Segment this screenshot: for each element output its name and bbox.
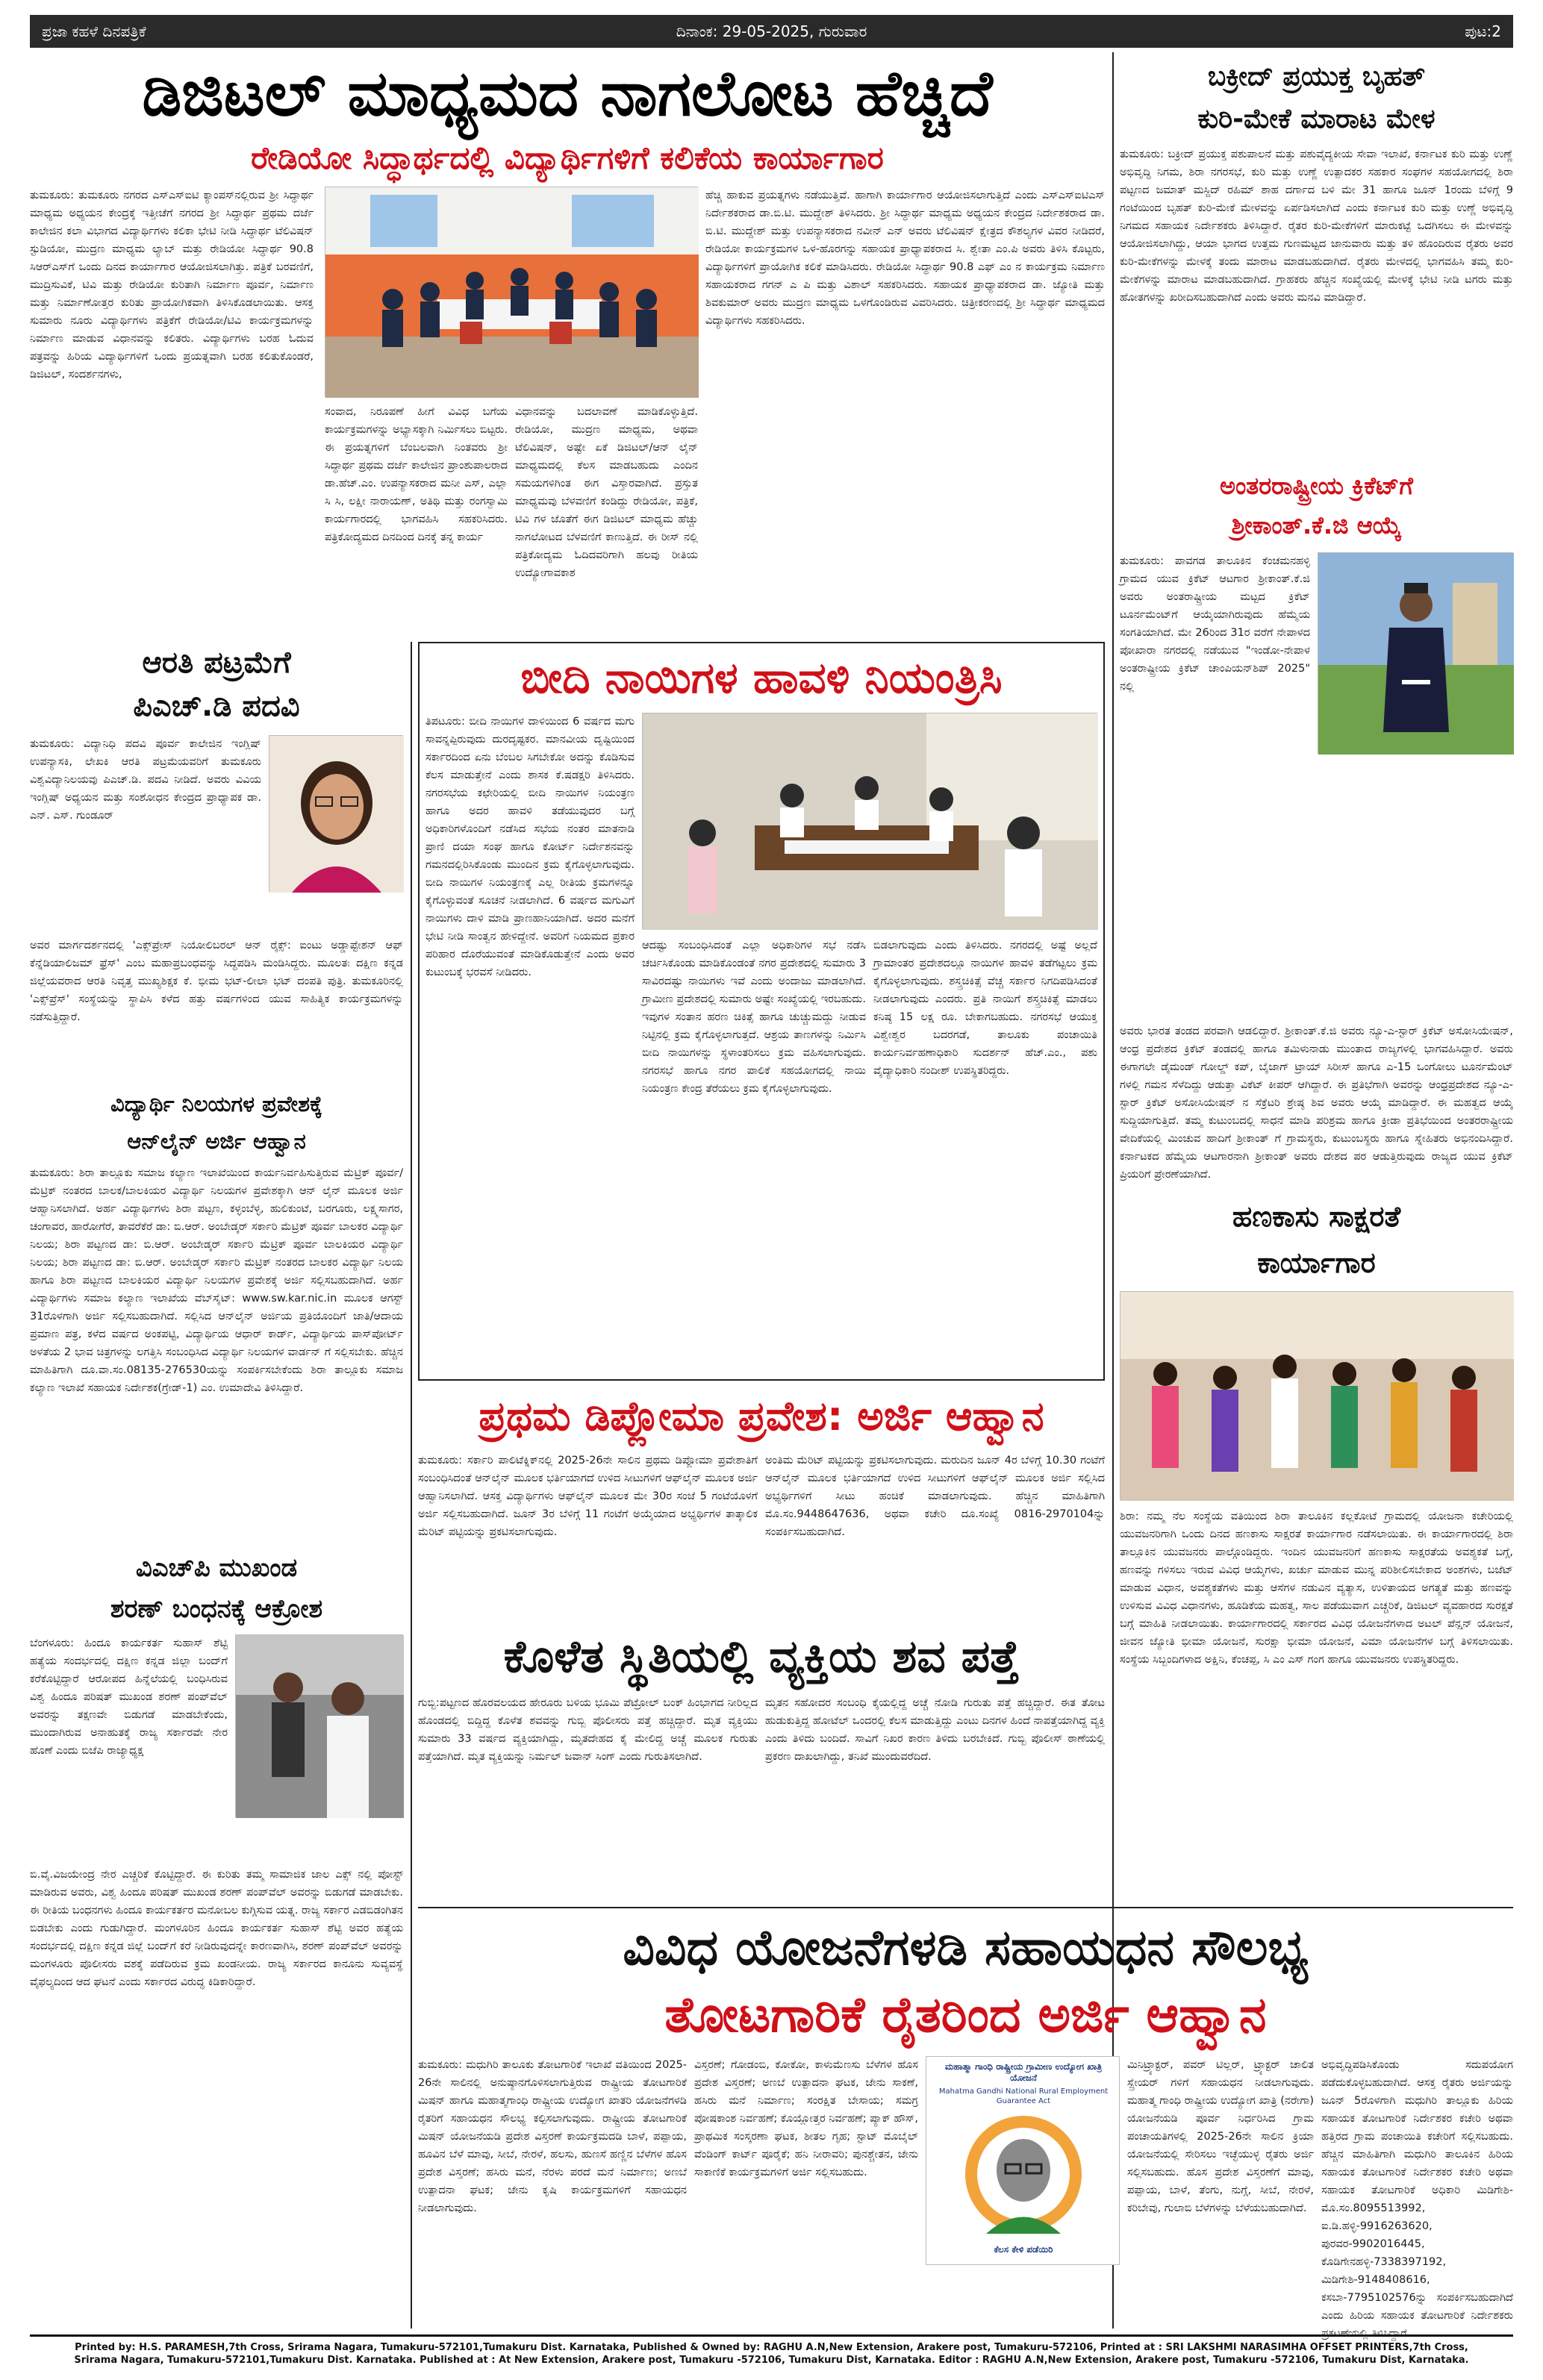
diploma-col1: ತುಮಕೂರು: ಸರ್ಕಾರಿ ಪಾಲಿಟೆಕ್ನಿಕ್‌ನಲ್ಲಿ 2025-26ನೇ ಸಾಲಿನ ಪ್ರಥಮ ಡಿಪ್ಲೋಮಾ ಪ್ರವೇಶಾತಿಗೆ ಸಂಬಂಧಿಸಿದಂತೆ ಆನ್‌ಲೈನ್ ಮೂಲಕ ಭರ್ತಿಯಾಗದೆ ಉಳಿದ ಸೀಟುಗಳಿಗೆ ಆಫ್‌ಲೈನ್ ಮೂಲಕ ಅರ್ಜಿ ಆಹ್ವಾನಿಸಲಾಗಿದೆ. ಆಸಕ್ತ ವಿದ್ಯಾರ್ಥಿಗಳು ಆಫ್‌ಲೈನ್ ಮೂಲಕ ಮೇ 30ರ ಸಂಜೆ 5 ಗಂಟೆಯೊಳಗೆ ಅರ್ಜಿ ಸಲ್ಲಿಸಬಹುದಾಗಿದೆ. ಜೂನ್ 3ರ ಬೆಳಿಗ್ಗೆ 11 ಗಂಟೆಗೆ ಅಯ್ಕೆಯಾದ ಅಭ್ಯರ್ಥಿಗಳ ತಾತ್ಕಾಲಿಕ ಮೆರಿಟ್ ಪಟ್ಟಿಯನ್ನು ಪ್ರಕಟಿಸಲಾಗುವುದು.	[418, 1455, 758, 1538]
dogs-col1: ತಿಪಟೂರು: ಬೀದಿ ನಾಯಿಗಳ ದಾಳಿಯಿಂದ 6 ವರ್ಷದ ಮಗು ಸಾವನ್ನಪ್ಪಿರುವುದು ದುರದೃಷ್ಟಕರ. ಮಾನವೀಯ ದೃಷ್ಟಿಯಿಂದ ಸರ್ಕಾರದಿಂದ ಏನು ಬೆಂಬಲ ಸಿಗಬೇಕೋ ಅದನ್ನು ಕೊಡಿಸುವ ಕೆಲಸ ಮಾಡುತ್ತೇನೆ ಎಂದು ಶಾಸಕ ಕೆ.ಷಡಕ್ಷರಿ ತಿಳಿಸಿದರು. ನಗರಸಭೆಯ ಕಛೇರಿಯಲ್ಲಿ ಬೀದಿ ನಾಯಿಗಳ ನಿಯಂತ್ರಣ ಹಾಗೂ ಅದರ ಹಾವಳಿ ತಡೆಯುವುದರ ಬಗ್ಗೆ ಅಧಿಕಾರಿಗಳೊಂದಿಗೆ ನಡೆಸಿದ ಸಭೆಯ ನಂತರ ಮಾತನಾಡಿ ಪ್ರಾಣಿ ದಯಾ ಸಂಘ ಹಾಗೂ ಕೋರ್ಟ್ ನಿರ್ದೇಶನವನ್ನು ಗಮನದಲ್ಲಿರಿಸಿಕೊಂಡು ಮುಂದಿನ ಕ್ರಮ ಕೈಗೊಳ್ಳಲಾಗುವುದು. ಬೀದಿ ನಾಯಿಗಳ ನಿಯಂತ್ರಣಕ್ಕೆ ಎಲ್ಲ ರೀತಿಯ ಕ್ರಮಗಳನ್ನೂ ಕೈಗೊಳ್ಳುವಂತೆ ಸೂಚನೆ ನೀಡಲಾಗಿದೆ. 6 ವರ್ಷದ ಮಗುವಿಗೆ ನಾಯಿಗಳು ದಾಳಿ ಮಾಡಿ ಪ್ರಾಣಹಾನಿಯಾಗಿದೆ. ಅದರ ಮನೆಗೆ ಭೇಟಿ ನೀಡಿ ಸಾಂತ್ವನ ಹೇಳಿದ್ದೇನೆ. ಅವರಿಗೆ ನಿಯಮದ ಪ್ರಕಾರ ಪರಿಹಾರ ದೊರೆಯುವಂತೆ ಮಾಡಿಕೊಡುತ್ತೇನೆ ಎಂದು ಅವರ ಕುಟುಂಬಕ್ಕೆ ಭರವಸೆ ನೀಡಿದರು.	[426, 716, 635, 978]
dogs-col3: ಬಿಡಲಾಗುವುದು ಎಂದು ತಿಳಿಸಿದರು. ನಗರದಲ್ಲಿ ಅಷ್ಟೆ ಅಲ್ಲದೆ ಗ್ರಾಮಾಂತರ ಪ್ರದೇಶದಲ್ಲೂ ನಾಯಿಗಳ ಹಾವಳಿ ತಡೆಗಟ್ಟಲು ಕ್ರಮ ಕೈಗೊಳ್ಳಲಾಗುವುದು. ಶಸ್ತ್ರಚಿಕಿತ್ಸೆ ವೆಚ್ಚ ಸರ್ಕಾರ ನಿಗದಿಪಡಿಸಿದಂತೆ ನೀಡಲಾಗುವುದು ಎಂದರು. ಪ್ರತಿ ನಾಯಿಗೆ ಶಸ್ತ್ರಚಿಕಿತ್ಸೆ ಮಾಡಲು ಕನಿಷ್ಠ 15 ಲಕ್ಷ ರೂ. ಬೇಕಾಗಬಹುದು. ನಗರಸಭೆ ಆಯುಕ್ತ ವಿಶ್ವೇಶ್ವರ ಬದರಗಡೆ, ತಾಲೂಕು ಪಂಚಾಯಿತಿ ಕಾರ್ಯನಿರ್ವಹಣಾಧಿಕಾರಿ ಸುದರ್ಶನ್ ಹೆಚ್.ಎಂ., ಪಶು ವೈದ್ಯಾಧಿಕಾರಿ ನಂದೀಶ್ ಉಪಸ್ಥಿತರಿದ್ದರು.	[873, 940, 1097, 1077]
phd-headline-1: ಆರತಿ ಪಟ್ರಮೆಗೆ	[142, 646, 291, 680]
cricket-body-full: ಅವರು ಭಾರತ ತಂಡದ ಪರವಾಗಿ ಆಡಲಿದ್ದಾರೆ. ಶ್ರೀಕಾಂತ್.ಕೆ.ಜಿ ಅವರು ನ್ಯೂ-ಎ-ಸ್ಟಾರ್ ಕ್ರಿಕೆಟ್ ಅಸೋಸಿಯೇಷನ್, ಆಂಧ್ರ ಪ್ರದೇಶದ ಕ್ರಿಕೆಟ್ ತಂಡದಲ್ಲಿ ಹಾಗೂ ತಮಿಳುನಾಡು ಮುಂತಾದ ರಾಜ್ಯಗಳಲ್ಲಿ ಭಾಗವಹಿಸಿದ್ದಾರೆ. ಅವರು ಈಗಾಗಲೇ ಡೈಮಂಡ್ ಗೋಲ್ಡ್ ಕಪ್, ಬೈಜಾಗ್ ಟ್ರಾಯ್ ಸಿರೀಸ್ ಹಾಗೂ ಎ-15 ಒಂಗೋಲು ಟೂರ್ನಮೆಂಟ್ ಗಳಲ್ಲಿ ಗಮನ ಸೆಳೆದಿದ್ದು ಆಡುತ್ತಾ ವಿಕೆಟ್ ಕೀಪರ್ ಆಗಿದ್ದಾರೆ. ಈ ಪ್ರತಿಭೆಗಾಗಿ ಅವರನ್ನು ಆಂಧ್ರಪ್ರದೇಶದ ನ್ಯೂ-ಎ-ಸ್ಟಾರ್ ಕ್ರಿಕೆಟ್ ಅಸೋಸಿಯೇಷನ್ ನ ಸೆಕ್ರೆಟರಿ ಶ್ರೇಷ್ಠ ಶಿವ ಅವರು ಆಯ್ಕೆ ಮಾಡಿದ್ದಾರೆ. ಈ ಮಹತ್ವದ ಆಯ್ಕೆ ಸುದ್ದಿಯಾಗುತ್ತಿದೆ. ತಮ್ಮ ಕುಟುಂಬದಲ್ಲಿ ಸಾಧನೆ ಮಾಡಿ ಪರಿಶ್ರಮ ಹಾಗೂ ಕ್ರೀಡಾ ಪ್ರತಿಭೆಯಿಂದ ಅಂತರರಾಷ್ಟ್ರೀಯ ವೇದಿಕೆಯಲ್ಲಿ ಮಿಂಚುವ ಹಾದಿಗೆ ಶ್ರೀಕಾಂತ್ ಗೆ ಗ್ರಾಮಸ್ಥರು, ಕುಟುಂಬಸ್ಥರು ಹಾಗೂ ಸ್ನೇಹಿತರು ಅಭಿನಂದಿಸಿದ್ದಾರೆ. ಕರ್ನಾಟಕದ ಹೆಮ್ಮೆಯ ಆಟಗಾರನಾಗಿ ಶ್ರೀಕಾಂತ್ ಅವರು ದೇಶದ ಪರ ಆಡುತ್ತಿರುವುದು ರಾಜ್ಯದ ಯುವ ಕ್ರಿಕೆಟ್ ಪ್ರಿಯರಿಗೆ ಪ್ರೇರಣೆಯಾಗಿದೆ.	[1120, 1025, 1513, 1181]
masthead-bar	[30, 15, 1513, 48]
issue-date: ದಿನಾಂಕ: 29-05-2025, ಗುರುವಾರ	[676, 22, 867, 40]
newspaper-name: ಪ್ರಜಾ ಕಹಳೆ ದಿನಪತ್ರಿಕೆ	[42, 22, 146, 40]
horti-col4: ಅಭಿವೃದ್ಧಿಪಡಿಸಿಕೊಂಡು ಸದುಪಯೋಗ ಪಡೆದುಕೊಳ್ಳಬಹುದಾಗಿದೆ. ಆಸಕ್ತ ರೈತರು ಅರ್ಜಿಯನ್ನು ಜೂನ್ 5ರೊಳಗಾಗಿ ಮಧುಗಿರಿ ತಾಲ್ಲೂಕು ಹಿರಿಯ ಸಹಾಯಕ ತೋಟಗಾರಿಕೆ ನಿರ್ದೇಶಕರ ಕಚೇರಿ ಅಥವಾ ಹತ್ತಿರದ ಗ್ರಾಮ ಪಂಚಾಯಿತಿ ಕಚೇರಿಗೆ ಸಲ್ಲಿಸಬಹುದು. ಹೆಚ್ಚಿನ ಮಾಹಿತಿಗಾಗಿ ಮಧುಗಿರಿ ತಾಲೂಕಿನ ಹಿರಿಯ ಸಹಾಯಕ ತೋಟಗಾರಿಕೆ ನಿರ್ದೇಶಕರ ಕಚೇರಿ ಅಥವಾ ಸಹಾಯಕ ತೋಟಗಾರಿಕೆ ಅಧಿಕಾರಿ ಮಿಡಿಗೇಶಿ-ಮೊ.ಸಂ.8095513992, ಐ.ಡಿ.ಹಳ್ಳಿ-9916263620, ಪುರವರ-9902016445, ಕೊಡಿಗೇನಹಳ್ಳಿ-7338397192, ಮಿಡಿಗೇಶಿ-9148408616, ಕಸಬಾ-7795102576ನ್ನು ಸಂಪರ್ಕಿಸಬಹುದಾಗಿದೆ ಎಂದು ಹಿರಿಯ ಸಹಾಯಕ ತೋಟಗಾರಿಕೆ ನಿರ್ದೇಶಕರು ಪ್ರಕಟಣೆಯಲ್ಲಿ ತಿಳಿಸಿದ್ದಾರೆ.	[1321, 2059, 1513, 2340]
bakrid-headline-1: ಬಕ್ರೀದ್ ಪ್ರಯುಕ್ತ ಬೃಹತ್	[1207, 61, 1426, 92]
cricket-headline-1: ಅಂತರರಾಷ್ಟ್ರೀಯ ಕ್ರಿಕೆಟ್‌ಗೆ	[1220, 472, 1413, 500]
phd-body-left: ತುಮಕೂರು: ವಿದ್ಯಾನಿಧಿ ಪದವಿ ಪೂರ್ವ ಕಾಲೇಜಿನ ಇಂಗ್ಲಿಷ್ ಉಪನ್ಯಾಸಕಿ, ಲೇಖಕಿ ಆರತಿ ಪಟ್ರಮೆಯವರಿಗೆ ತುಮಕೂರು ವಿಶ್ವವಿದ್ಯಾನಿಲಯವು ಪಿಎಚ್.ಡಿ. ಪದವಿ ನೀಡಿದೆ. ಅವರು ವಿವಿಯ ಇಂಗ್ಲಿಷ್ ಅಧ್ಯಯನ ಮತ್ತು ಸಂಶೋಧನ ಕೇಂದ್ರದ ಪ್ರಾಧ್ಯಾಪಕ ಡಾ. ಎನ್. ಎಸ್. ಗುಂಡೂರ್	[30, 738, 261, 822]
story1-subhead: ರೇಡಿಯೋ ಸಿದ್ಧಾರ್ಥದಲ್ಲಿ ವಿದ್ಯಾರ್ಥಿಗಳಿಗೆ ಕಲಿಕೆಯ ಕಾರ್ಯಾಗಾರ	[251, 140, 884, 176]
phd-body-full: ಅವರ ಮಾರ್ಗದರ್ಶನದಲ್ಲಿ 'ಎಕ್ಸ್‌ಪ್ರೇಸ್ ನಿಯೋಲಿಬರಲ್ ಆನ್ ರೈಕ್ಸ್: ಐಂಟು ಅಡ್ಡಾಪ್ಟೇಶನ್ ಆಫ್ ಕೆನ್ನೆಡಿಯಾಲಿಜಮ್ ಫ್ರೆಸ್' ಎಂಬ ಮಹಾಪ್ರಬಂಧವನ್ನು ಸಿದ್ಧಪಡಿಸಿ ಮಂಡಿಸಿದ್ದರು. ಮೂಲತಃ ದಕ್ಷಿಣ ಕನ್ನಡ ಜಿಲ್ಲೆಯವರಾದ ಆರತಿ ನಿವೃತ್ತ ಮುಖ್ಯಶಿಕ್ಷಕ ಕೆ. ಭೀಮ ಭಟ್-ಲೀಲಾ ಭಟ್ ದಂಪತಿ ಪುತ್ರಿ. ತುಮಕೂರಿನಲ್ಲಿ 'ಎಕ್ಸ್‌ಪ್ರೆಸ್' ಸಂಸ್ಥೆಯನ್ನು ಸ್ಥಾಪಿಸಿ ಕಳೆದ ಹತ್ತು ವರ್ಷಗಳಿಂದ ಯುವ ಸಾಹಿತ್ಯಿಕ ಕಾರ್ಯಕ್ರಮಗಳನ್ನು ನಡೆಸುತ್ತಿದ್ದಾರೆ.	[30, 940, 403, 1023]
vhp-body-full: ಬಿ.ವೈ.ವಿಜಯೇಂದ್ರ ನೇರ ಎಚ್ಚರಿಕೆ ಕೊಟ್ಟಿದ್ದಾರೆ. ಈ ಕುರಿತು ತಮ್ಮ ಸಾಮಾಜಿಕ ಜಾಲ ಎಕ್ಸ್ ನಲ್ಲಿ ಪೋಸ್ಟ್ ಮಾಡಿರುವ ಅವರು, ವಿಶ್ವ ಹಿಂದೂ ಪರಿಷತ್ ಮುಖಂಡ ಶರಣ್ ಪಂಪ್‌ವೆಲ್ ಅವರನ್ನು ಬಿಡುಗಡೆ ಮಾಡಬೇಕು. ಈ ರೀತಿಯ ಬಂಧನಗಳು ಹಿಂದೂ ಕಾರ್ಯಕರ್ತರ ಮನೋಬಲ ಕುಗ್ಗಿಸುವ ಯತ್ನ. ರಾಜ್ಯ ಸರ್ಕಾರ ಎಡಬಿಡಂಗಿತನ ಬಿಡಬೇಕು ಎಂದು ಗುಡುಗಿದ್ದಾರೆ. ಮಂಗಳೂರಿನ ಹಿಂದೂ ಕಾರ್ಯಕರ್ತ ಸುಹಾಸ್ ಶೆಟ್ಟಿ ಅವರ ಹತ್ಯೆಯ ಸಂದರ್ಭದಲ್ಲಿ ದಕ್ಷಿಣ ಕನ್ನಡ ಜಿಲ್ಲೆ ಬಂದ್‌ಗೆ ಕರೆ ನೀಡಿರುವುದನ್ನೇ ಕಾರಣವಾಗಿಸಿ, ಶರಣ್ ಪಂಪ್‌ವೆಲ್ ಅವರನ್ನು ಮಂಗಳೂರು ಪೊಲೀಸರು ವಶಕ್ಕೆ ಪಡೆದಿರುವ ಕ್ರಮ ಖಂಡನೀಯ. ರಾಜ್ಯ ಸರ್ಕಾರದ ಕಾನೂನು ಸುವ್ಯವಸ್ಥೆ ವೈಫಲ್ಯದಿಂದ ಆದ ಘಟನೆ ಎಂದು ಸರ್ಕಾರದ ವಿರುದ್ಧ ಕಿಡಿಕಾರಿದ್ದಾರೆ.	[30, 1869, 403, 1988]
dogs-headline: ಬೀದಿ ನಾಯಿಗಳ ಹಾವಳಿ ನಿಯಂತ್ರಿಸಿ	[520, 652, 1003, 703]
page-number: ಪುಟ:2	[1465, 22, 1502, 40]
story1-col1: ತುಮಕೂರು: ತುಮಕೂರು ನಗರದ ಎಸ್‌ಎಸ್‌ಐಟಿ ಕ್ಯಾಂಪಸ್‌ನಲ್ಲಿರುವ ಶ್ರೀ ಸಿದ್ಧಾರ್ಥ ಮಾಧ್ಯಮ ಅಧ್ಯಯನ ಕೇಂದ್ರಕ್ಕೆ ಇತ್ತೀಚೆಗೆ ನಗರದ ಶ್ರೀ ಸಿದ್ಧಾರ್ಥ ಪ್ರಥಮ ದರ್ಜೆ ಕಾಲೇಜಿನ ಕಲಾ ವಿಭಾಗದ ವಿದ್ಯಾರ್ಥಿಗಳು ಕಲಿಕಾ ಭೇಟಿ ನೀಡಿ ಸಿದ್ಧಾರ್ಥ ಟೆಲಿವಿಷನ್ ಸ್ಟುಡಿಯೋ, ಮುದ್ರಣ ಮಾಧ್ಯಮ ಲ್ಯಾಬ್ ಮತ್ತು ರೇಡಿಯೋ ಸಿದ್ಧಾರ್ಥ 90.8 ಸಿಆರ್‌ಎಸ್‌ಗೆ ಒಂದು ದಿನದ ಕಾರ್ಯಾಗಾರ ಆಯೋಜಿಸಲಾಗಿತ್ತು. ಪತ್ರಿಕೆ ಬರವಣಿಗೆ, ಮುದ್ರಿಸುವಿಕೆ, ಟಿವಿ ಮತ್ತು ರೇಡಿಯೋ ಕುರಿತಾಗಿ ನಿರ್ಮಾಣ ಪೂರ್ವ, ನಿರ್ಮಾಣ ಮತ್ತು ನಿರ್ಮಾಣೋತ್ತರ ಕುರಿತು ಪ್ರಾಯೋಗಿಕವಾಗಿ ತಿಳಿಸಿಕೊಡಲಾಯಿತು. ಆಸಕ್ತ ಸುಮಾರು ನೂರು ವಿದ್ಯಾರ್ಥಿಗಳು ಪತ್ರಿಕೆಗೆ ರೇಡಿಯೋ/ಟಿವಿ ಕಾರ್ಯಕ್ರಮಗಳನ್ನು ನಿರ್ಮಾಣ ಮಾಡುವ ವಿಧಾನವನ್ನು ಕಲಿತರು. ವಿದ್ಯಾರ್ಥಿಗಳು ಬರಹ ಓದುವ ಪತ್ರವನ್ನು ಹಿರಿಯ ವಿದ್ಯಾರ್ಥಿಗಳಿಗೆ ಒಂದು ಪ್ರಯತ್ನವಾಗಿ ಬರಹ ಕಲಿತುಕೊಂಡರೆ, ಡಿಜಿಟಲ್, ಸಂದರ್ಶನಗಳು,	[30, 190, 314, 381]
dogs-meeting-photo	[642, 713, 1097, 929]
story1-col3: ವಿಧಾನವನ್ನು ಬದಲಾವಣೆ ಮಾಡಿಕೊಳ್ಳುತ್ತಿದೆ. ರೇಡಿಯೋ, ಮುದ್ರಣ ಮಾಧ್ಯಮ, ಅಥವಾ ಟೆಲಿವಿಷನ್, ಅಷ್ಟೇ ಏಕೆ ಡಿಜಿಟಲ್/ಆನ್ ಲೈನ್ ಮಾಧ್ಯಮದಲ್ಲಿ ಕೆಲಸ ಮಾಡಬಹುದು ಎಂದಿನ ಸಮಯಗಳಿಗಿಂತ ಈಗ ವಿಸ್ತಾರವಾಗಿದೆ. ಪ್ರಸ್ತುತ ಮಾಧ್ಯಮವು ಬೆಳವಣಿಗೆ ಕಂಡಿದ್ದು ರೇಡಿಯೋ, ಪತ್ರಿಕೆ, ಟಿವಿ ಗಳ ಜೊತೆಗೆ ಈಗ ಡಿಜಿಟಲ್ ಮಾಧ್ಯಮ ಹೆಚ್ಚು ನಾಗಲೋಟದ ಬೆಳವಣಿಗೆ ಕಾಣುತ್ತಿದೆ. ಈ ರೀಸ್ ನಲ್ಲಿ ಪತ್ರಿಕೋದ್ಯಮ ಓದಿದವರಿಗಾಗಿ ಹಲವು ರೀತಿಯ ಉದ್ಯೋಗಾವಕಾಶ	[515, 406, 698, 579]
finance-workshop-photo	[1120, 1291, 1513, 1500]
hostel-body: ತುಮಕೂರು: ಶಿರಾ ತಾಲ್ಲೂಕು ಸಮಾಜ ಕಲ್ಯಾಣ ಇಲಾಖೆಯಿಂದ ಕಾರ್ಯನಿರ್ವಹಿಸುತ್ತಿರುವ ಮೆಟ್ರಿಕ್ ಪೂರ್ವ/ಮೆಟ್ರಿಕ್ ನಂತರದ ಬಾಲಕ/ಬಾಲಕಿಯರ ವಿದ್ಯಾರ್ಥಿ ನಿಲಯಗಳ ಪ್ರವೇಶಕ್ಕಾಗಿ ಆನ್ ಲೈನ್ ಮೂಲಕ ಅರ್ಜಿ ಆಹ್ವಾನಿಸಲಾಗಿದೆ. ಅರ್ಹ ವಿದ್ಯಾರ್ಥಿಗಳು ಶಿರಾ ಪಟ್ಟಣ, ಕಳ್ಳಂಬೆಳ್ಳ, ಹುಲಿಕುಂಟೆ, ಬರಗೂರು, ಲಕ್ಷ್ಮಸಾಗರ, ಚಂಗಾವರ, ಹಾರೋಗೆರೆ, ತಾವರೆಕೆರೆ ಡಾ: ಬಿ.ಆರ್. ಅಂಬೇಡ್ಕರ್ ಸರ್ಕಾರಿ ಮೆಟ್ರಿಕ್ ಪೂರ್ವ ಬಾಲಕರ ವಿದ್ಯಾರ್ಥಿ ನಿಲಯ; ಶಿರಾ ಪಟ್ಟಣದ ಡಾ: ಬಿ.ಆರ್. ಅಂಬೇಡ್ಕರ್ ಸರ್ಕಾರಿ ಮೆಟ್ರಿಕ್ ಪೂರ್ವ ಬಾಲಕಿಯರ ವಿದ್ಯಾರ್ಥಿ ನಿಲಯ; ಶಿರಾ ಪಟ್ಟಣದ ಡಾ: ಬಿ.ಆರ್. ಅಂಬೇಡ್ಕರ್ ಸರ್ಕಾರಿ ಮೆಟ್ರಿಕ್ ನಂತರದ ಬಾಲಕರ ವಿದ್ಯಾರ್ಥಿ ನಿಲಯ ಹಾಗೂ ಶಿರಾ ಪಟ್ಟಣದ ಬಾಲಕಿಯರ ವಿದ್ಯಾರ್ಥಿ ನಿಲಯಗಳ ಪ್ರವೇಶಕ್ಕೆ ಅರ್ಜಿ ಸಲ್ಲಿಸಬಹುದಾಗಿದೆ. ಅರ್ಹ ವಿದ್ಯಾರ್ಥಿಗಳು ಸಮಾಜ ಕಲ್ಯಾಣ ಇಲಾಖೆಯ ವೆಬ್‌ಸೈಟ್: www.sw.kar.nic.in ಮೂಲಕ ಆಗಸ್ಟ್ 31ರೊಳಗಾಗಿ ಅರ್ಜಿ ಸಲ್ಲಿಸಬಹುದಾಗಿದೆ. ಸಲ್ಲಿಸಿದ ಆನ್‌ಲೈನ್ ಅರ್ಜಿಯ ಪ್ರತಿಯೊಂದಿಗೆ ಜಾತಿ/ಆದಾಯ ಪ್ರಮಾಣ ಪತ್ರ, ಕಳೆದ ವರ್ಷದ ಅಂಕಪಟ್ಟಿ, ವಿದ್ಯಾರ್ಥಿಯ ಆಧಾರ್ ಕಾರ್ಡ್, ವಿದ್ಯಾರ್ಥಿಯ ಪಾಸ್‌ಪೋರ್ಟ್ ಅಳತೆಯ 2 ಭಾವ ಚಿತ್ರಗಳನ್ನು ಲಗತ್ತಿಸಿ ಸಂಬಂಧಿಸಿದ ವಿದ್ಯಾರ್ಥಿ ನಿಲಯಗಳ ವಾರ್ಡನ್ ಗೆ ಸಲ್ಲಿಸಬೇಕು. ಹೆಚ್ಚಿನ ಮಾಹಿತಿಗಾಗಿ ದೂ.ವಾ.ಸಂ.08135-276530ಯನ್ನು ಸಂಪರ್ಕಿಸಬೇಕೆಂದು ಶಿರಾ ತಾಲ್ಲೂಕು ಸಮಾಜ ಕಲ್ಯಾಣ ಇಲಾಖೆ ಸಹಾಯಕ ನಿರ್ದೇಶಕ(ಗ್ರೇಡ್-1) ಎಂ. ಉಮಾದೇವಿ ತಿಳಿಸಿದ್ದಾರೆ.	[30, 1167, 403, 1394]
cricket-player-photo	[1318, 552, 1513, 754]
cricket-headline-2: ಶ್ರೀಕಾಂತ್.ಕೆ.ಜಿ ಆಯ್ಕೆ	[1231, 511, 1402, 540]
hostel-headline-2: ಆನ್‌ಲೈನ್ ಅರ್ಜಿ ಆಹ್ವಾನ	[127, 1128, 306, 1154]
mgnrega-logo	[926, 2056, 1120, 2265]
diploma-headline: ಪ್ರಥಮ ಡಿಪ್ಲೋಮಾ ಪ್ರವೇಶ: ಅರ್ಜಿ ಆಹ್ವಾನ	[479, 1393, 1044, 1440]
finance-body: ಶಿರಾ: ನಮ್ಮ ನೆಲ ಸಂಸ್ಥೆಯ ವತಿಯಿಂದ ಶಿರಾ ತಾಲೂಕಿನ ಕಲ್ಲಕೋಟೆ ಗ್ರಾಮದಲ್ಲಿ ಯೋಜನಾ ಕಚೇರಿಯಲ್ಲಿ ಯುವಜನರಿಗಾಗಿ ಒಂದು ದಿನದ ಹಣಕಾಸು ಸಾಕ್ಷರತೆ ಕಾರ್ಯಾಗಾರ ನಡೆಸಲಾಯಿತು. ಈ ಕಾರ್ಯಾಗಾರದಲ್ಲಿ ಶಿರಾ ತಾಲ್ಲೂಕಿನ ಯುವಜನರು ಪಾಲ್ಗೊಂಡಿದ್ದರು. ಇಂದಿನ ಯುವಜನರಿಗೆ ಹಣಕಾಸು ಸಾಕ್ಷರತೆಯ ಅವಶ್ಯಕತೆ ಬಗ್ಗೆ, ಹಣವನ್ನು ಗಳಿಸಲು ಇರುವ ವಿವಿಧ ಆಯ್ಕೆಗಳು, ಖರ್ಚು ಮಾಡುವ ಮುನ್ನ ಪರಿಶೀಲಿಸಬೇಕಾದ ಅಂಶಗಳು, ಬಜೆಟ್ ಮಾಡುವ ವಿಧಾನ, ಅವಶ್ಯಕತೆಗಳು ಮತ್ತು ಆಸೆಗಳ ನಡುವಿನ ವ್ಯತ್ಯಾಸ, ಉಳಿತಾಯದ ಅಗತ್ಯತೆ ಮತ್ತು ಹಣವನ್ನು ಉಳಿಸುವ ವಿವಿಧ ವಿಧಾನಗಳು, ಹೂಡಿಕೆಯ ಮಹತ್ವ, ಸಾಲ ಪಡೆಯುವಾಗ ಎಚ್ಚರಿಕೆ, ಡಿಜಿಟಲ್ ವ್ಯವಹಾರದ ಸುರಕ್ಷತೆ ಬಗ್ಗೆ ಮಾಹಿತಿ ನೀಡಲಾಯಿತು. ಕಾರ್ಯಾಗಾರದಲ್ಲಿ ಸರ್ಕಾರದ ವಿವಿಧ ಯೋಜನೆಗಳಾದ ಅಟಲ್ ಪೆನ್ಷನ್ ಯೋಜನೆ, ಜೀವನ ಜ್ಯೋತಿ ಭೀಮಾ ಯೋಜನೆ, ಸುರಕ್ಷಾ ಭೀಮಾ ಯೋಜನೆ, ವಿಮಾ ಯೋಜನೆಗಳ ಬಗ್ಗೆ ತಿಳಿಸಲಾಯಿತು. ಸಂಸ್ಥೆಯ ಸಿಬ್ಬಂದಿಗಳಾದ ಅಕ್ಷಿನಿ, ಕೆಂಚಪ್ಪ, ಸಿ ಎಂ ಎಸ್ ಗಂಗ ಹಾಗೂ ಯುವಜನರು ಉಪಸ್ಥಿತರಿದ್ದರು.	[1120, 1511, 1513, 1666]
story1-col2: ಸಂವಾದ, ನಿರೂಪಣೆ ಹೀಗೆ ವಿವಿಧ ಬಗೆಯ ಕಾರ್ಯಕ್ರಮಗಳನ್ನು ಅಭ್ಯಾಸಕ್ಕಾಗಿ ನಿರ್ಮಿಸಲು ಬಿಟ್ಟರು. ಈ ಪ್ರಯತ್ನಗಳಿಗೆ ಬೆಂಬಲವಾಗಿ ನಿಂತವರು ಶ್ರೀ ಸಿದ್ಧಾರ್ಥ ಪ್ರಥಮ ದರ್ಜೆ ಕಾಲೇಜಿನ ಪ್ರಾಂಶುಪಾಲರಾದ ಡಾ.ಹೆಚ್.ಎಂ. ಉಪನ್ಯಾಸಕರಾದ ಮನೀ ಎಸ್, ಎಲ್ಲಾ ಸಿ ಸಿ, ಲಕ್ಷೀ ನಾರಾಯಣ್, ಅತಿಥಿ ಮತ್ತು ರಂಗಸ್ವಾಮಿ ಕಾರ್ಯಗಾರದಲ್ಲಿ ಭಾಗವಹಿಸಿ ಸಹಕರಿಸಿದರು. ಪತ್ರಿಕೋದ್ಯಮದ ದಿನದಿಂದ ದಿನಕ್ಕೆ ತನ್ನ ಕಾರ್ಯ	[325, 406, 508, 543]
imprint-footer	[30, 2334, 1513, 2372]
story1-col4: ಹೆಚ್ಚಿ ಹಾಕುವ ಪ್ರಯತ್ನಗಳು ನಡೆಯುತ್ತಿವೆ. ಹಾಗಾಗಿ ಕಾರ್ಯಾಗಾರ ಆಯೋಜಿಸಲಾಗುತ್ತಿದೆ ಎಂದು ಎಸ್‌ಎಸ್‌ಐಟಿಎಸ್ ನಿರ್ದೇಶಕರಾದ ಡಾ.ಬಿ.ಟಿ. ಮುದ್ದೇಶ್ ತಿಳಿಸಿದರು. ಶ್ರೀ ಸಿದ್ಧಾರ್ಥ ಮಾಧ್ಯಮ ಅಧ್ಯಯನ ಕೇಂದ್ರದ ನಿರ್ದೇಶಕರಾದ ಡಾ. ಬಿ.ಟಿ. ಮುದ್ದೇಶ್ ಮತ್ತು ಉಪನ್ಯಾಸಕರಾದ ನವೀನ್ ಎನ್ ಅವರು ಟೆಲಿವಿಷನ್ ಕ್ಷೇತ್ರದ ಕೌಶಲ್ಯಗಳ ವಿವರ ನೀಡಿದರೆ, ರೇಡಿಯೋ ಕಾರ್ಯಕ್ರಮಗಳ ಒಳ-ಹೊರಗನ್ನು ಸಹಾಯಕ ಪ್ರಾಧ್ಯಾಪಕರಾದ ಸಿ. ಶ್ವೇತಾ ಎಂ.ಪಿ ಅವರು ತಿಳಿಸಿ ಕೊಟ್ಟರು, ವಿದ್ಯಾರ್ಥಿಗಳಿಗೆ ಪ್ರಾಯೋಗಿಕ ಕಲಿಕೆ ಮಾಡಿಸಿದರು. ರೇಡಿಯೋ ಸಿದ್ಧಾರ್ಥ 90.8 ಎಫ್ ಎಂ ನ ಕಾರ್ಯಕ್ರಮ ನಿರ್ಮಾಣ ಸಹಾಯಕರಾದ ಗಗನ್ ಎ ಪಿ ಮತ್ತು ವಿಶಾಲ್ ಸಹಕರಿಸಿದರು. ಸಹಾಯಕ ಪ್ರಾಧ್ಯಾಪಕರಾದ ಡಾ. ಜ್ಯೋತಿ ಮತ್ತು ಶಿವಕುಮಾರ್ ಅವರು ಮುದ್ರಣ ಮಾಧ್ಯಮ ಒಳಗೊಂಡಿರುವ ವಿವರಿಸಿದರು. ಚಿತ್ರೀಕರಣದಲ್ಲಿ ಶ್ರೀ ಸಿದ್ಧಾರ್ಥ ಮಾಧ್ಯಮದ ವಿದ್ಯಾರ್ಥಿಗಳು ಸಹಕರಿಸಿದರು.	[705, 190, 1105, 327]
bakrid-body: ತುಮಕೂರು: ಬಕ್ರೀದ್ ಪ್ರಯುಕ್ತ ಪಶುಪಾಲನೆ ಮತ್ತು ಪಶುವೈದ್ಯಕೀಯ ಸೇವಾ ಇಲಾಖೆ, ಕರ್ನಾಟಕ ಕುರಿ ಮತ್ತು ಉಣ್ಣೆ ಅಭಿವೃದ್ಧಿ ನಿಗಮ, ಶಿರಾ ನಗರಸಭೆ, ಕುರಿ ಮತ್ತು ಉಣ್ಣೆ ಉತ್ಪಾದಕರ ಸಹಕಾರ ಸಂಘಗಳ ಸಹಯೋಗದಲ್ಲಿ ಶಿರಾ ಪಟ್ಟಣದ ಜಮಾತ್ ಮಸ್ಜಿದ್ ರಹಿಮ್ ಶಾಹ ದರ್ಗಾದ ಬಳಿ ಮೇ 31 ಹಾಗೂ ಜೂನ್ 1ರಂದು ಬೆಳಿಗ್ಗೆ 9 ಗಂಟೆಯಿಂದ ಬೃಹತ್ ಕುರಿ-ಮೇಕೆ ಮೇಳವನ್ನು ಏರ್ಪಡಿಸಲಾಗಿದೆ ಎಂದು ಕರ್ನಾಟಕ ಕುರಿ ಮತ್ತು ಉಣ್ಣೆ ಅಭಿವೃದ್ಧಿ ನಿಗಮದ ಸಹಾಯಕ ನಿರ್ದೇಶಕರು ತಿಳಿಸಿದ್ದಾರೆ. ರೈತರ ಕುರಿ-ಮೇಕೆಗಳಿಗೆ ಮಾರುಕಟ್ಟೆ ಒದಗಿಸಲು ಈ ಮೇಳವನ್ನು ಆಯೋಜಿಸಲಾಗಿದ್ದು, ಆಯಾ ಭಾಗದ ಉತ್ತಮ ಗುಣಮಟ್ಟದ ಜಾನುವಾರು ಮತ್ತು ತಳಿ ಹೊಂದಿರುವ ರೈತರು ಅವರ ಕುರಿ-ಮೇಕೆಗಳನ್ನು ಮೇಳಕ್ಕೆ ತಂದು ಮಾರಾಟ ಮಾಡಬಹುದಾಗಿದೆ. ರೈತರು ಮೇಳದಲ್ಲಿ ಭಾಗವಹಿಸಿ ತಮ್ಮ ಕುರಿ-ಮೇಕೆಗಳನ್ನು ಮಾರಾಟ ಮಾಡಬಹುದಾಗಿದೆ. ಗ್ರಾಹಕರು ಹೆಚ್ಚಿನ ಸಂಖ್ಯೆಯಲ್ಲಿ ಮೇಳಕ್ಕೆ ಭೇಟಿ ನೀಡಿ ಟಗರು ಮತ್ತು ಹೋತಗಳನ್ನು ಖರೀದಿಸಬಹುದಾಗಿದೆ ಎಂದು ಅವರು ಮನವಿ ಮಾಡಿದ್ದಾರೆ.	[1120, 149, 1513, 304]
hostel-headline-1: ವಿದ್ಯಾರ್ಥಿ ನಿಲಯಗಳ ಪ್ರವೇಶಕ್ಕೆ	[110, 1091, 322, 1116]
vhp-photo	[235, 1634, 403, 1817]
body-found-col2: ಮೃತನ ಸಹೋದರ ಸಂಬಂಧಿ ಕೈಯಲ್ಲಿದ್ದ ಅಚ್ಚೆ ನೋಡಿ ಗುರುತು ಪತ್ತೆ ಹಚ್ಚಿದ್ದಾರೆ. ಈತ ತೋಟ ಹುಡುಕುತ್ತಿದ್ದ ಹೋಟೆಲ್ ಒಂದರಲ್ಲಿ ಕೆಲಸ ಮಾಡುತ್ತಿದ್ದು ಎಂಟು ದಿನಗಳ ಹಿಂದೆ ನಾಪತ್ತೆಯಾಗಿದ್ದ ವ್ಯಕ್ತಿ ಎಂದು ತಿಳಿದು ಬಂದಿದೆ. ಸಾವಿಗೆ ನಿಖರ ಕಾರಣ ತಿಳಿದು ಬರಬೇಕಿದೆ. ಗುಬ್ಬಿ ಪೊಲೀಸ್ ಠಾಣೆಯಲ್ಲಿ ಪ್ರಕರಣ ದಾಖಲಾಗಿದ್ದು, ತನಿಖೆ ಮುಂದುವರೆದಿದೆ.	[765, 1697, 1105, 1763]
column-divider-left	[411, 642, 412, 2329]
body-found-col1: ಗುಬ್ಬಿ:ಪಟ್ಟಣದ ಹೊರವಲಯದ ಹೇರೂರು ಬಳಿಯ ಭೂಮಿ ಪೆಟ್ರೋಲ್ ಬಂಕ್ ಹಿಂಭಾಗದ ನೀರಿಲ್ಲದ ಹೊಂಡದಲ್ಲಿ ಬಿದ್ದಿದ್ದ ಕೊಳೆತ ಶವವನ್ನು ಗುಬ್ಬಿ ಪೊಲೀಸರು ಪತ್ತೆ ಹಚ್ಚಿದ್ದಾರೆ. ಮೃತ ವ್ಯಕ್ತಿಯು ಸುಮಾರು 33 ವರ್ಷದ ವ್ಯಕ್ತಿಯಾಗಿದ್ದು, ಮೃತದೇಹದ ಕೈ ಮೇಲಿದ್ದ ಅಚ್ಚೆ ಮೂಲಕ ಗುರುತು ಪತ್ತೆಯಾಗಿದೆ. ಮೃತ ವ್ಯಕ್ತಿಯನ್ನು ನಿರ್ಮಲ್ ಜವಾನ್ ಸಿಂಗ್ ಎಂದು ಗುರುತಿಸಲಾಗಿದೆ.	[418, 1697, 758, 1763]
mgnrega-logo-title: ಮಹಾತ್ಮಾ ಗಾಂಧಿ ರಾಷ್ಟ್ರೀಯ ಗ್ರಾಮೀಣ ಉದ್ಯೋಗ ಖಾತ್ರಿ ಯೋಜನೆ	[944, 2061, 1103, 2083]
imprint-line-1: Printed by: H.S. PARAMESH,7th Cross, Srirama Nagara, Tumakuru-572101,Tumakuru Dist. Karnataka, Published & Owned by: RAGHU A.N,New Extension, Arakere post, Tumakuru-572106, Printed at : SRI LAKSHMI NARASIMHA OFFSET PRINTERS,7th Cross,	[75, 2342, 1468, 2353]
diploma-col2: ಅಂತಿಮ ಮೆರಿಟ್ ಪಟ್ಟಿಯನ್ನು ಪ್ರಕಟಿಸಲಾಗುವುದು. ಮರುದಿನ ಜೂನ್ 4ರ ಬೆಳಿಗ್ಗೆ 10.30 ಗಂಟೆಗೆ ಆನ್‌ಲೈನ್ ಮೂಲಕ ಭರ್ತಿಯಾಗದೆ ಉಳಿದ ಸೀಟುಗಳಿಗೆ ಆಫ್‌ಲೈನ್ ಮೂಲಕ ಅರ್ಜಿ ಸಲ್ಲಿಸಿದ ಅಭ್ಯರ್ಥಿಗಳಿಗೆ ಸೀಟು ಹಂಚಿಕೆ ಮಾಡಲಾಗುವುದು. ಹೆಚ್ಚಿನ ಮಾಹಿತಿಗಾಗಿ ಮೊ.ಸಂ.9448647636, ಅಥವಾ ಕಚೇರಿ ದೂ.ಸಂಖ್ಯೆ 0816-2970104ನ್ನು ಸಂಪರ್ಕಿಸಬಹುದಾಗಿದೆ.	[765, 1455, 1105, 1538]
horti-col3: ಮಿನಿಟ್ರ್ಯಾಕ್ಟರ್, ಪವರ್ ಟಿಲ್ಲರ್, ಟ್ರ್ಯಾಕ್ಟರ್ ಚಾಲಿತ ಸ್ಪ್ರೇಯರ್ ಗಳಿಗೆ ಸಹಾಯಧನ ನೀಡಲಾಗುವುದು. ಮಹಾತ್ಮ ಗಾಂಧಿ ರಾಷ್ಟ್ರೀಯ ಉದ್ಯೋಗ ಖಾತ್ರಿ (ನರೇಗಾ) ಯೋಜನೆಯಡಿ ಪೂರ್ವ ನಿರ್ಧರಿಸಿದ ಗ್ರಾಮ ಪಂಚಾಯತಿಗಳಲ್ಲಿ 2025-26ನೇ ಸಾಲಿನ ಕ್ರಿಯಾ ಯೋಜನೆಯಲ್ಲಿ ಸೇರಿಸಲು ಇಚ್ಛೆಯುಳ್ಳ ರೈತರು ಅರ್ಜಿ ಸಲ್ಲಿಸಬಹುದು. ಹೊಸ ಪ್ರದೇಶ ವಿಸ್ತರಣೆಗೆ ಮಾವು, ಪಪ್ಪಾಯ, ಬಾಳೆ, ತೆಂಗು, ನುಗ್ಗೆ, ಸೀಬೆ, ನೇರಳೆ, ಕರಿಬೇವು, ಗುಲಾಬಿ ಬೆಳೆಗಳನ್ನು ಬೆಳೆಯಬಹುದಾಗಿದೆ.	[1127, 2059, 1314, 2214]
mgnrega-logo-slogan: ಕೆಲಸ ಕೇಳಿ ಪಡೆಯಿರಿ	[994, 2244, 1053, 2255]
mgnrega-logo-title-en: Mahatma Gandhi National Rural Employment Guarantee Act	[938, 2087, 1109, 2105]
story1-headline: ಡಿಜಿಟಲ್ ಮಾಧ್ಯಮದ ನಾಗಲೋಟ ಹೆಚ್ಚಿದೆ	[142, 57, 993, 130]
cricket-body-left: ತುಮಕೂರು: ಪಾವಗಡ ತಾಲೂಕಿನ ಕೆಂಚಮನಹಳ್ಳಿ ಗ್ರಾಮದ ಯುವ ಕ್ರಿಕೆಟ್ ಆಟಗಾರ ಶ್ರೀಕಾಂತ್.ಕೆ.ಜಿ ಅವರು ಅಂತರಾಷ್ಟ್ರೀಯ ಮಟ್ಟದ ಕ್ರಿಕೆಟ್ ಟೂರ್ನಮೆಂಟ್‌ಗೆ ಆಯ್ಕೆಯಾಗಿರುವುದು ಹೆಮ್ಮೆಯ ಸಂಗತಿಯಾಗಿದೆ. ಮೇ 26ರಿಂದ 31ರ ವರೆಗೆ ನೇಪಾಳದ ಪೋಖಾರಾ ನಗರದಲ್ಲಿ ನಡೆಯುವ "ಇಂಡೋ-ನೇಪಾಳ ಅಂತರಾಷ್ಟ್ರೀಯ ಕ್ರಿಕೆಟ್ ಚಾಂಪಿಯನ್‌ಶಿಪ್ 2025" ನಲ್ಲಿ	[1120, 555, 1310, 693]
story1-photo	[325, 187, 698, 397]
phd-headline-2: ಪಿಎಚ್.ಡಿ ಪದವಿ	[133, 689, 300, 723]
phd-portrait-photo	[269, 735, 403, 892]
horti-headline-2: ತೋಟಗಾರಿಕೆ ರೈತರಿಂದ ಅರ್ಜಿ ಆಹ್ವಾನ	[664, 1986, 1267, 2043]
horti-top-rule	[418, 1907, 1513, 1908]
vhp-body-left: ಬೆಂಗಳೂರು: ಹಿಂದೂ ಕಾರ್ಯಕರ್ತ ಸುಹಾಸ್ ಶೆಟ್ಟಿ ಹತ್ಯೆಯ ಸಂದರ್ಭದಲ್ಲಿ ದಕ್ಷಿಣ ಕನ್ನಡ ಜಿಲ್ಲಾ ಬಂದ್‌ಗೆ ಕರೆಕೊಟ್ಟಿದ್ದಾರೆ ಆರೋಪದ ಹಿನ್ನೆಲೆಯಲ್ಲಿ ಬಂಧಿಸಿರುವ ವಿಶ್ವ ಹಿಂದೂ ಪರಿಷತ್ ಮುಖಂಡ ಶರಣ್ ಪಂಪ್‌ವೆಲ್ ಅವರನ್ನು ತಕ್ಷಣವೇ ಬಿಡುಗಡೆ ಮಾಡಬೇಕೆಂದು, ಮುಂದಾಗಿರುವ ಅನಾಹುತಕ್ಕೆ ರಾಜ್ಯ ಸರ್ಕಾರವೇ ನೇರ ಹೊಣೆ ಎಂದು ಬಿಜೆಪಿ ರಾಜ್ಯಾಧ್ಯಕ್ಷ	[30, 1637, 228, 1757]
body-found-headline: ಕೊಳೆತ ಸ್ಥಿತಿಯಲ್ಲಿ ವ್ಯಕ್ತಿಯ ಶವ ಪತ್ತೆ	[503, 1631, 1020, 1683]
horti-col1: ತುಮಕೂರು: ಮಧುಗಿರಿ ತಾಲೂಕು ತೋಟಗಾರಿಕೆ ಇಲಾಖೆ ವತಿಯಿಂದ 2025-26ನೇ ಸಾಲಿನಲ್ಲಿ ಅನುಷ್ಠಾನಗೊಳಿಸಲಾಗುತ್ತಿರುವ ರಾಷ್ಟ್ರೀಯ ತೋಟಗಾರಿಕೆ ಮಿಷನ್ ಹಾಗೂ ಮಹಾತ್ಮಗಾಂಧಿ ರಾಷ್ಟ್ರೀಯ ಉದ್ಯೋಗ ಖಾತರಿ ಯೋಜನೆಗಳಡಿ ರೈತರಿಗೆ ಸಹಾಯಧನ ಸೌಲಭ್ಯ ಕಲ್ಪಿಸಲಾಗುವುದು. ರಾಷ್ಟ್ರೀಯ ತೋಟಗಾರಿಕೆ ಮಿಷನ್ ಯೋಜನೆಯಡಿ ಪ್ರದೇಶ ವಿಸ್ತರಣೆ ಕಾರ್ಯಕ್ರಮದಡಿ ಬಾಳೆ, ಪಪ್ಪಾಯ, ಹೂವಿನ ಬೆಳೆ ಮಾವು, ಸೀಬೆ, ನೇರಳೆ, ಹಲಸು, ಹುಣಸೆ ಹಣ್ಣಿನ ಬೆಳೆಗಳ ಹೊಸ ಪ್ರದೇಶ ವಿಸ್ತರಣೆ; ಹಸಿರು ಮನೆ, ನೆರಳು ಪರದೆ ಮನೆ ನಿರ್ಮಾಣ; ಅಣಬೆ ಉತ್ಪಾದನಾ ಘಟಕ; ಜೇನು ಕೃಷಿ ಕಾರ್ಯಕ್ರಮಗಳಿಗೆ ಸಹಾಯಧನ ನೀಡಲಾಗುವುದು.	[418, 2059, 687, 2214]
cricket-body-right-spacer	[1318, 760, 1513, 1015]
imprint-line-2: Srirama Nagara, Tumakuru-572101,Tumakuru Dist. Karnataka. Published at : At New Extension, Arakere post, Tumakuru -572106, Tumakuru Dist, Karnataka. Editor : RAGHU A.N,New Extension, Arakere post, Tumakuru -572106, Tumakuru Dist, Karnataka.	[74, 2355, 1469, 2366]
finance-headline-1: ಹಣಕಾಸು ಸಾಕ್ಷರತೆ	[1232, 1200, 1401, 1233]
dogs-col2: ಆದಷ್ಟು ಸಂಬಂಧಿಸಿದಂತೆ ಎಲ್ಲಾ ಅಧಿಕಾರಿಗಳ ಸಭೆ ನಡೆಸಿ ಚರ್ಚಿಸಿಕೊಂಡು ಮಾಡಿಕೊಂಡಂತೆ ನಗರ ಪ್ರದೇಶದಲ್ಲಿ ಸುಮಾರು 3 ಸಾವಿರದಷ್ಟು ನಾಯಿಗಳು ಇವೆ ಎಂದು ಅಂದಾಜು ಮಾಡಲಾಗಿದೆ. ಗ್ರಾಮೀಣ ಪ್ರದೇಶದಲ್ಲಿ ಸುಮಾರು ಅಷ್ಟೇ ಸಂಖ್ಯೆಯಲ್ಲಿ ಇರಬಹುದು. ಇವುಗಳ ಸಂತಾನ ಹರಣ ಚಿಕಿತ್ಸೆ ಹಾಗೂ ಚುಚ್ಚುಮದ್ದು ನೀಡುವ ನಿಟ್ಟಿನಲ್ಲಿ ಕ್ರಮ ಕೈಗೊಳ್ಳಲಾಗುತ್ತದೆ. ಆಶ್ರಯ ತಾಣಗಳನ್ನು ನಿರ್ಮಿಸಿ ಬೀದಿ ನಾಯಿಗಳನ್ನು ಸ್ಥಳಾಂತರಿಸಲು ಕ್ರಮ ವಹಿಸಲಾಗುವುದು. ನಗರಸಭೆ ಹಾಗೂ ನಗರ ಪಾಲಿಕೆ ಸಹಯೋಗದಲ್ಲಿ ನಾಯಿ ನಿಯಂತ್ರಣ ಕೇಂದ್ರ ತೆರೆಯಲು ಕ್ರಮ ಕೈಗೊಳ್ಳಲಾಗುವುದು.	[642, 940, 866, 1095]
vhp-headline-1: ವಿಎಚ್‌ಪಿ ಮುಖಂಡ	[135, 1553, 298, 1583]
vhp-headline-2: ಶರಣ್ ಬಂಧನಕ್ಕೆ ಆಕ್ರೋಶ	[110, 1594, 323, 1624]
gandhi-portrait-icon	[949, 2111, 1098, 2237]
finance-headline-2: ಕಾರ್ಯಾಗಾರ	[1257, 1246, 1376, 1279]
horti-col2: ವಿಸ್ತರಣೆ; ಗೋಡಂಬಿ, ಕೋಕೋ, ಕಾಳುಮೆಣಸು ಬೆಳೆಗಳ ಹೊಸ ಪ್ರದೇಶ ವಿಸ್ತರಣೆ; ಅಣಬೆ ಉತ್ಪಾದನಾ ಘಟಕ, ಜೇನು ಸಾಕಣೆ, ಹಸಿರು ಮನೆ ನಿರ್ಮಾಣ; ಸಂರಕ್ಷಿತ ಬೇಸಾಯ; ಸಮಗ್ರ ಪೋಷಕಾಂಶ ನಿರ್ವಹಣೆ; ಕೊಯ್ಲೋತ್ತರ ನಿರ್ವಹಣೆ; ಪ್ಯಾಕ್ ಹೌಸ್, ಪ್ರಾಥಮಿಕ ಸಂಸ್ಕರಣಾ ಘಟಕ, ಶೀತಲ ಗೃಹ; ಸ್ಟಾಟ್ ಮೊಬೈಲ್ ವೆಂಡಿಂಗ್ ಕಾರ್ಟ್ ಪೂರೈಕೆ; ಹನಿ ನೀರಾವರಿ; ಪುನಶ್ಚೇತನ, ಜೇನು ಸಾಕಾಣಿಕೆ ಕಾರ್ಯಕ್ರಮಗಳಿಗೆ ಅರ್ಜಿ ಸಲ್ಲಿಸಬಹುದು.	[694, 2059, 918, 2178]
horti-headline-1: ವಿವಿಧ ಯೋಜನೆಗಳಡಿ ಸಹಾಯಧನ ಸೌಲಭ್ಯ	[623, 1919, 1309, 1976]
bakrid-headline-2: ಕುರಿ-ಮೇಕೆ ಮಾರಾಟ ಮೇಳ	[1197, 104, 1436, 134]
